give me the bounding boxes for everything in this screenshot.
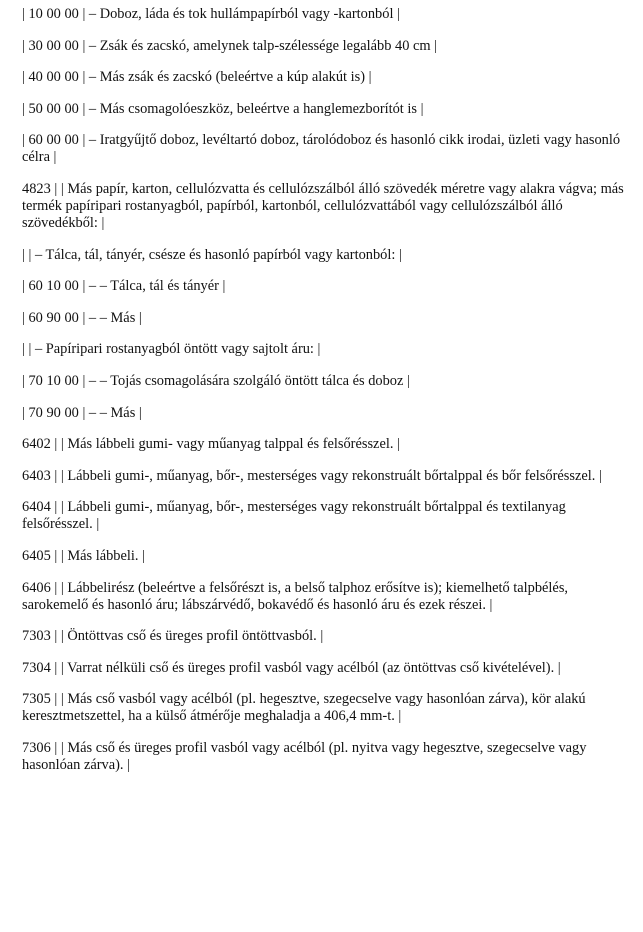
tariff-line-400000: | 40 00 00 | – Más zsák és zacskó (beleértve a kúp alakút is) |: [22, 69, 372, 86]
tariff-heading-6404: 6404 | | Lábbeli gumi-, műanyag, bőr-, mesterséges vagy rekonstruált bőrtalppal és textilanyag felsőrésszel. |: [22, 499, 566, 533]
tariff-subheading-trays: | | – Tálca, tál, tányér, csésze és hasonló papírból vagy kartonból: |: [22, 246, 402, 263]
tariff-heading-7306: 7306 | | Más cső és üreges profil vasból vagy acélból (pl. nyitva vagy hegesztve, szegecselve vagy hasonlóan zárva). |: [22, 739, 587, 773]
tariff-line-600000: | 60 00 00 | – Iratgyűjtő doboz, levéltartó doboz, tárolódoboz és hasonló cikk irodai, üzleti vagy hasonló célra |: [22, 132, 621, 166]
tariff-subheading-moulded: | | – Papíripari rostanyagból öntött vagy sajtolt áru: |: [22, 341, 321, 358]
tariff-heading-6403: 6403 | | Lábbeli gumi-, műanyag, bőr-, mesterséges vagy rekonstruált bőrtalppal és bőr felsőrésszel. |: [22, 467, 602, 484]
tariff-heading-4823: 4823 | | Más papír, karton, cellulózvatta és cellulózszálból álló szövedék méretre vagy alakra vágva; más termék papíripari rostanyagból, papírból, kartonból, cellulózvattából vagy cellulózszálból álló szövedékből: |: [22, 180, 624, 231]
tariff-line-709000: | 70 90 00 | – – Más |: [22, 404, 142, 421]
tariff-line-609000: | 60 90 00 | – – Más |: [22, 309, 142, 326]
tariff-heading-6405: 6405 | | Más lábbeli. |: [22, 547, 145, 564]
tariff-heading-6402: 6402 | | Más lábbeli gumi- vagy műanyag talppal és felsőrésszel. |: [22, 436, 400, 453]
tariff-heading-7305: 7305 | | Más cső vasból vagy acélból (pl. hegesztve, szegecselve vagy hasonlóan zárva), kör alakú keresztmetszettel, ha a külső átmérője meghaladja a 406,4 mm-t. |: [22, 691, 586, 725]
tariff-line-300000: | 30 00 00 | – Zsák és zacskó, amelynek talp-szélessége legalább 40 cm |: [22, 37, 438, 54]
tariff-heading-6406: 6406 | | Lábbelirész (beleértve a felsőrészt is, a belső talphoz erősítve is); kiemelhető talpbélés, sarokemelő és hasonló áru; lábszárvédő, bokavédő és hasonló áru és ezek részei. |: [22, 579, 569, 613]
tariff-line-701000: | 70 10 00 | – – Tojás csomagolására szolgáló öntött tálca és doboz |: [22, 372, 410, 389]
tariff-line-100000: | 10 00 00 | – Doboz, láda és tok hullámpapírból vagy -kartonból |: [22, 6, 400, 22]
tariff-heading-7304: 7304 | | Varrat nélküli cső és üreges profil vasból vagy acélból (az öntöttvas cső kivételével). |: [22, 659, 561, 676]
tariff-line-500000: | 50 00 00 | – Más csomagolóeszköz, beleértve a hanglemezborítót is |: [22, 100, 424, 117]
tariff-heading-7303: 7303 | | Öntöttvas cső és üreges profil öntöttvasból. |: [22, 628, 324, 645]
tariff-line-601000: | 60 10 00 | – – Tálca, tál és tányér |: [22, 278, 226, 295]
document-body: [22, 6, 627, 788]
